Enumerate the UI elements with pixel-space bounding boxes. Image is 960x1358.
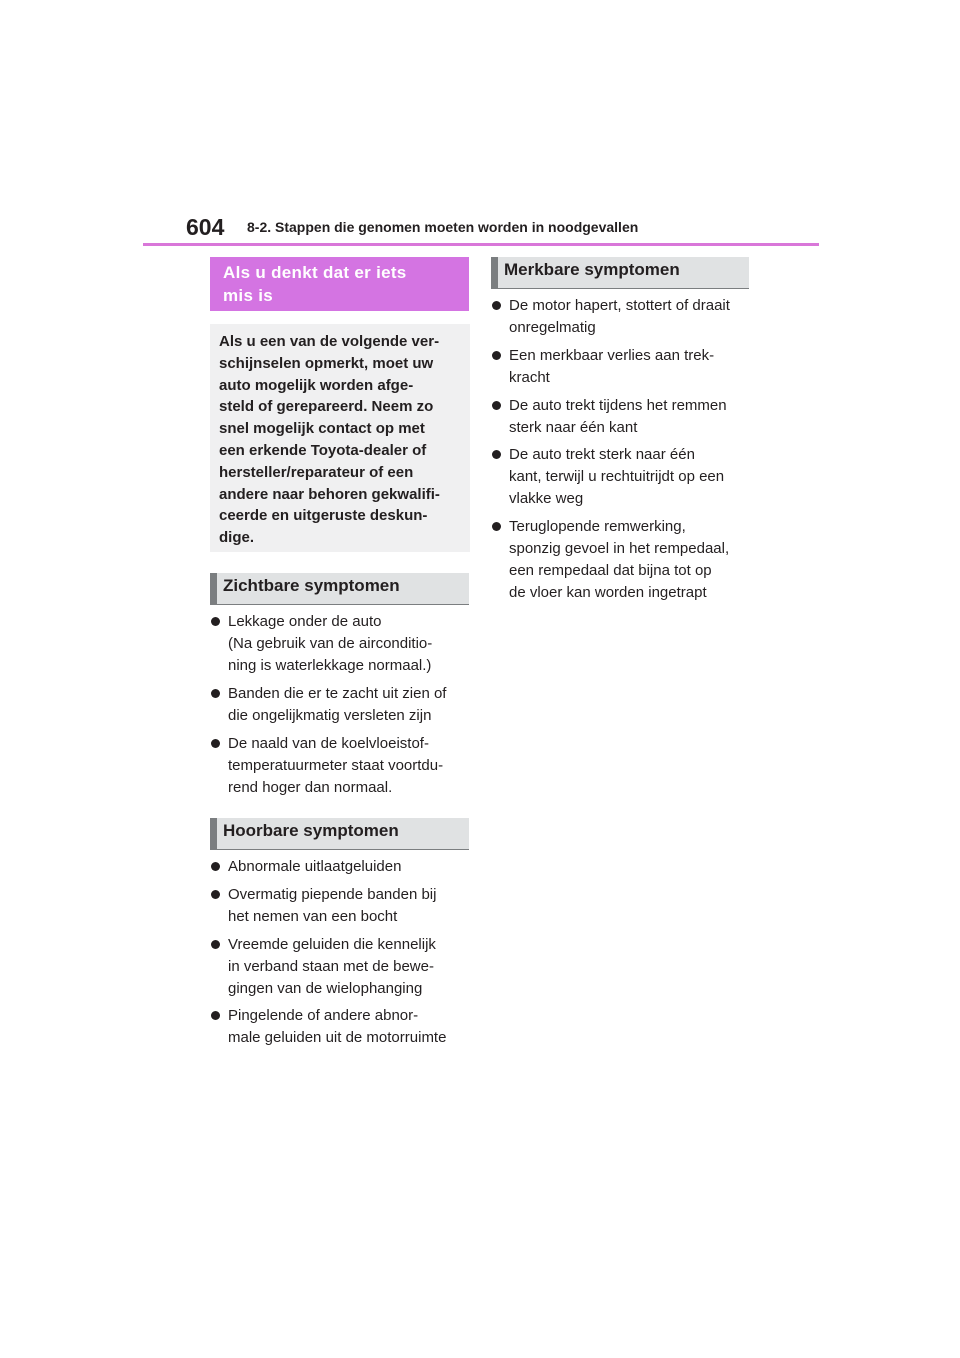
list-item-line: onregelmatig — [509, 319, 596, 336]
list-item — [491, 444, 751, 510]
bullet-icon — [492, 301, 501, 310]
intro-line: dige. — [219, 529, 255, 547]
list-item-line: het nemen van een bocht — [228, 907, 398, 925]
bullet-icon — [492, 401, 501, 410]
bullet-icon — [211, 617, 220, 626]
list-item-line: kant, terwijl u rechtuitrijdt op een — [509, 468, 725, 486]
main-heading-line: Als u denkt dat er iets — [223, 263, 407, 282]
list-item — [210, 884, 470, 928]
bullet-icon — [211, 890, 220, 899]
section-title: 8-2. Stappen die genomen moeten worden in noodgevallen — [247, 219, 639, 235]
bullet-icon — [492, 522, 501, 531]
list-item-line: Pingelende of andere abnor- — [228, 1007, 419, 1025]
bullet-icon — [211, 1011, 220, 1020]
intro-line: steld of gerepareerd. Neem zo — [219, 398, 434, 416]
intro-line: Als u een van de volgende ver- — [219, 333, 440, 350]
main-heading — [210, 257, 469, 311]
page-number: 604 — [186, 214, 225, 240]
bullet-icon — [211, 862, 220, 871]
list-item-line: Overmatig piepende banden bij — [228, 885, 437, 903]
list-item-line: de vloer kan worden ingetrapt — [509, 584, 707, 602]
list-item-line: De naald van de koelvloeistof- — [228, 734, 429, 752]
list-item — [210, 733, 470, 799]
list-item — [210, 856, 470, 878]
list-item-line: gingen van de wielophanging — [228, 979, 423, 997]
list-item-line: vlakke weg — [509, 490, 584, 508]
list-item — [210, 1005, 470, 1049]
subheading-noticeable: Merkbare symptomen — [491, 257, 749, 289]
header-rule — [143, 243, 819, 246]
list-visible — [210, 611, 470, 804]
list-item — [210, 934, 470, 1000]
bullet-icon — [211, 940, 220, 949]
list-item — [491, 345, 751, 389]
intro-line: hersteller/reparateur of een — [219, 463, 414, 481]
intro-line: andere naar behoren gekwalifi- — [219, 485, 440, 503]
list-audible — [210, 856, 470, 1055]
list-item-line: sponzig gevoel in het rempedaal, — [509, 540, 730, 558]
bullet-icon — [211, 689, 220, 698]
intro-box — [210, 324, 470, 552]
list-item-line: in verband staan met de bewe- — [228, 957, 434, 975]
list-item-line: kracht — [509, 368, 550, 386]
bullet-icon — [492, 351, 501, 360]
list-item-line: Een merkbaar verlies aan trek- — [509, 346, 715, 364]
list-item-line: rend hoger dan normaal. — [228, 778, 393, 796]
list-item — [210, 611, 470, 677]
intro-line: snel mogelijk contact op met — [219, 420, 425, 438]
list-item-line: Abnormale uitlaatgeluiden — [228, 858, 402, 875]
list-item — [491, 295, 751, 339]
list-item-line: temperatuurmeter staat voortdu- — [228, 756, 444, 774]
list-item — [491, 516, 751, 604]
list-item-line: De auto trekt sterk naar één — [509, 446, 695, 464]
list-item-line: De motor hapert, stottert of draait — [509, 297, 730, 314]
bullet-icon — [492, 450, 501, 459]
list-item — [491, 395, 751, 439]
list-item-line: sterk naar één kant — [509, 418, 638, 436]
list-item-line: ning is waterlekkage normaal.) — [228, 657, 432, 674]
main-heading-line: mis is — [223, 286, 273, 305]
intro-line: auto mogelijk worden afge- — [219, 376, 414, 394]
list-item — [210, 683, 470, 727]
intro-line: schijnselen opmerkt, moet uw — [219, 354, 434, 372]
subheading-visible: Zichtbare symptomen — [210, 573, 469, 605]
bullet-icon — [211, 739, 220, 748]
subheading-audible: Hoorbare symptomen — [210, 818, 469, 850]
list-item-line: De auto trekt tijdens het remmen — [509, 396, 727, 414]
list-noticeable — [491, 295, 751, 610]
list-item-line: Lekkage onder de auto — [228, 613, 382, 630]
list-item-line: Vreemde geluiden die kennelijk — [228, 935, 436, 953]
list-item-line: een rempedaal dat bijna tot op — [509, 562, 712, 580]
list-item-line: Teruglopende remwerking, — [509, 518, 686, 536]
list-item-line: (Na gebruik van de airconditio- — [228, 635, 433, 652]
list-item-line: Banden die er te zacht uit zien of — [228, 684, 447, 702]
intro-line: ceerde en uitgeruste deskun- — [219, 507, 428, 525]
list-item-line: die ongelijkmatig versleten zijn — [228, 706, 432, 724]
intro-line: een erkende Toyota-dealer of — [219, 441, 427, 459]
list-item-line: male geluiden uit de motorruimte — [228, 1029, 447, 1047]
